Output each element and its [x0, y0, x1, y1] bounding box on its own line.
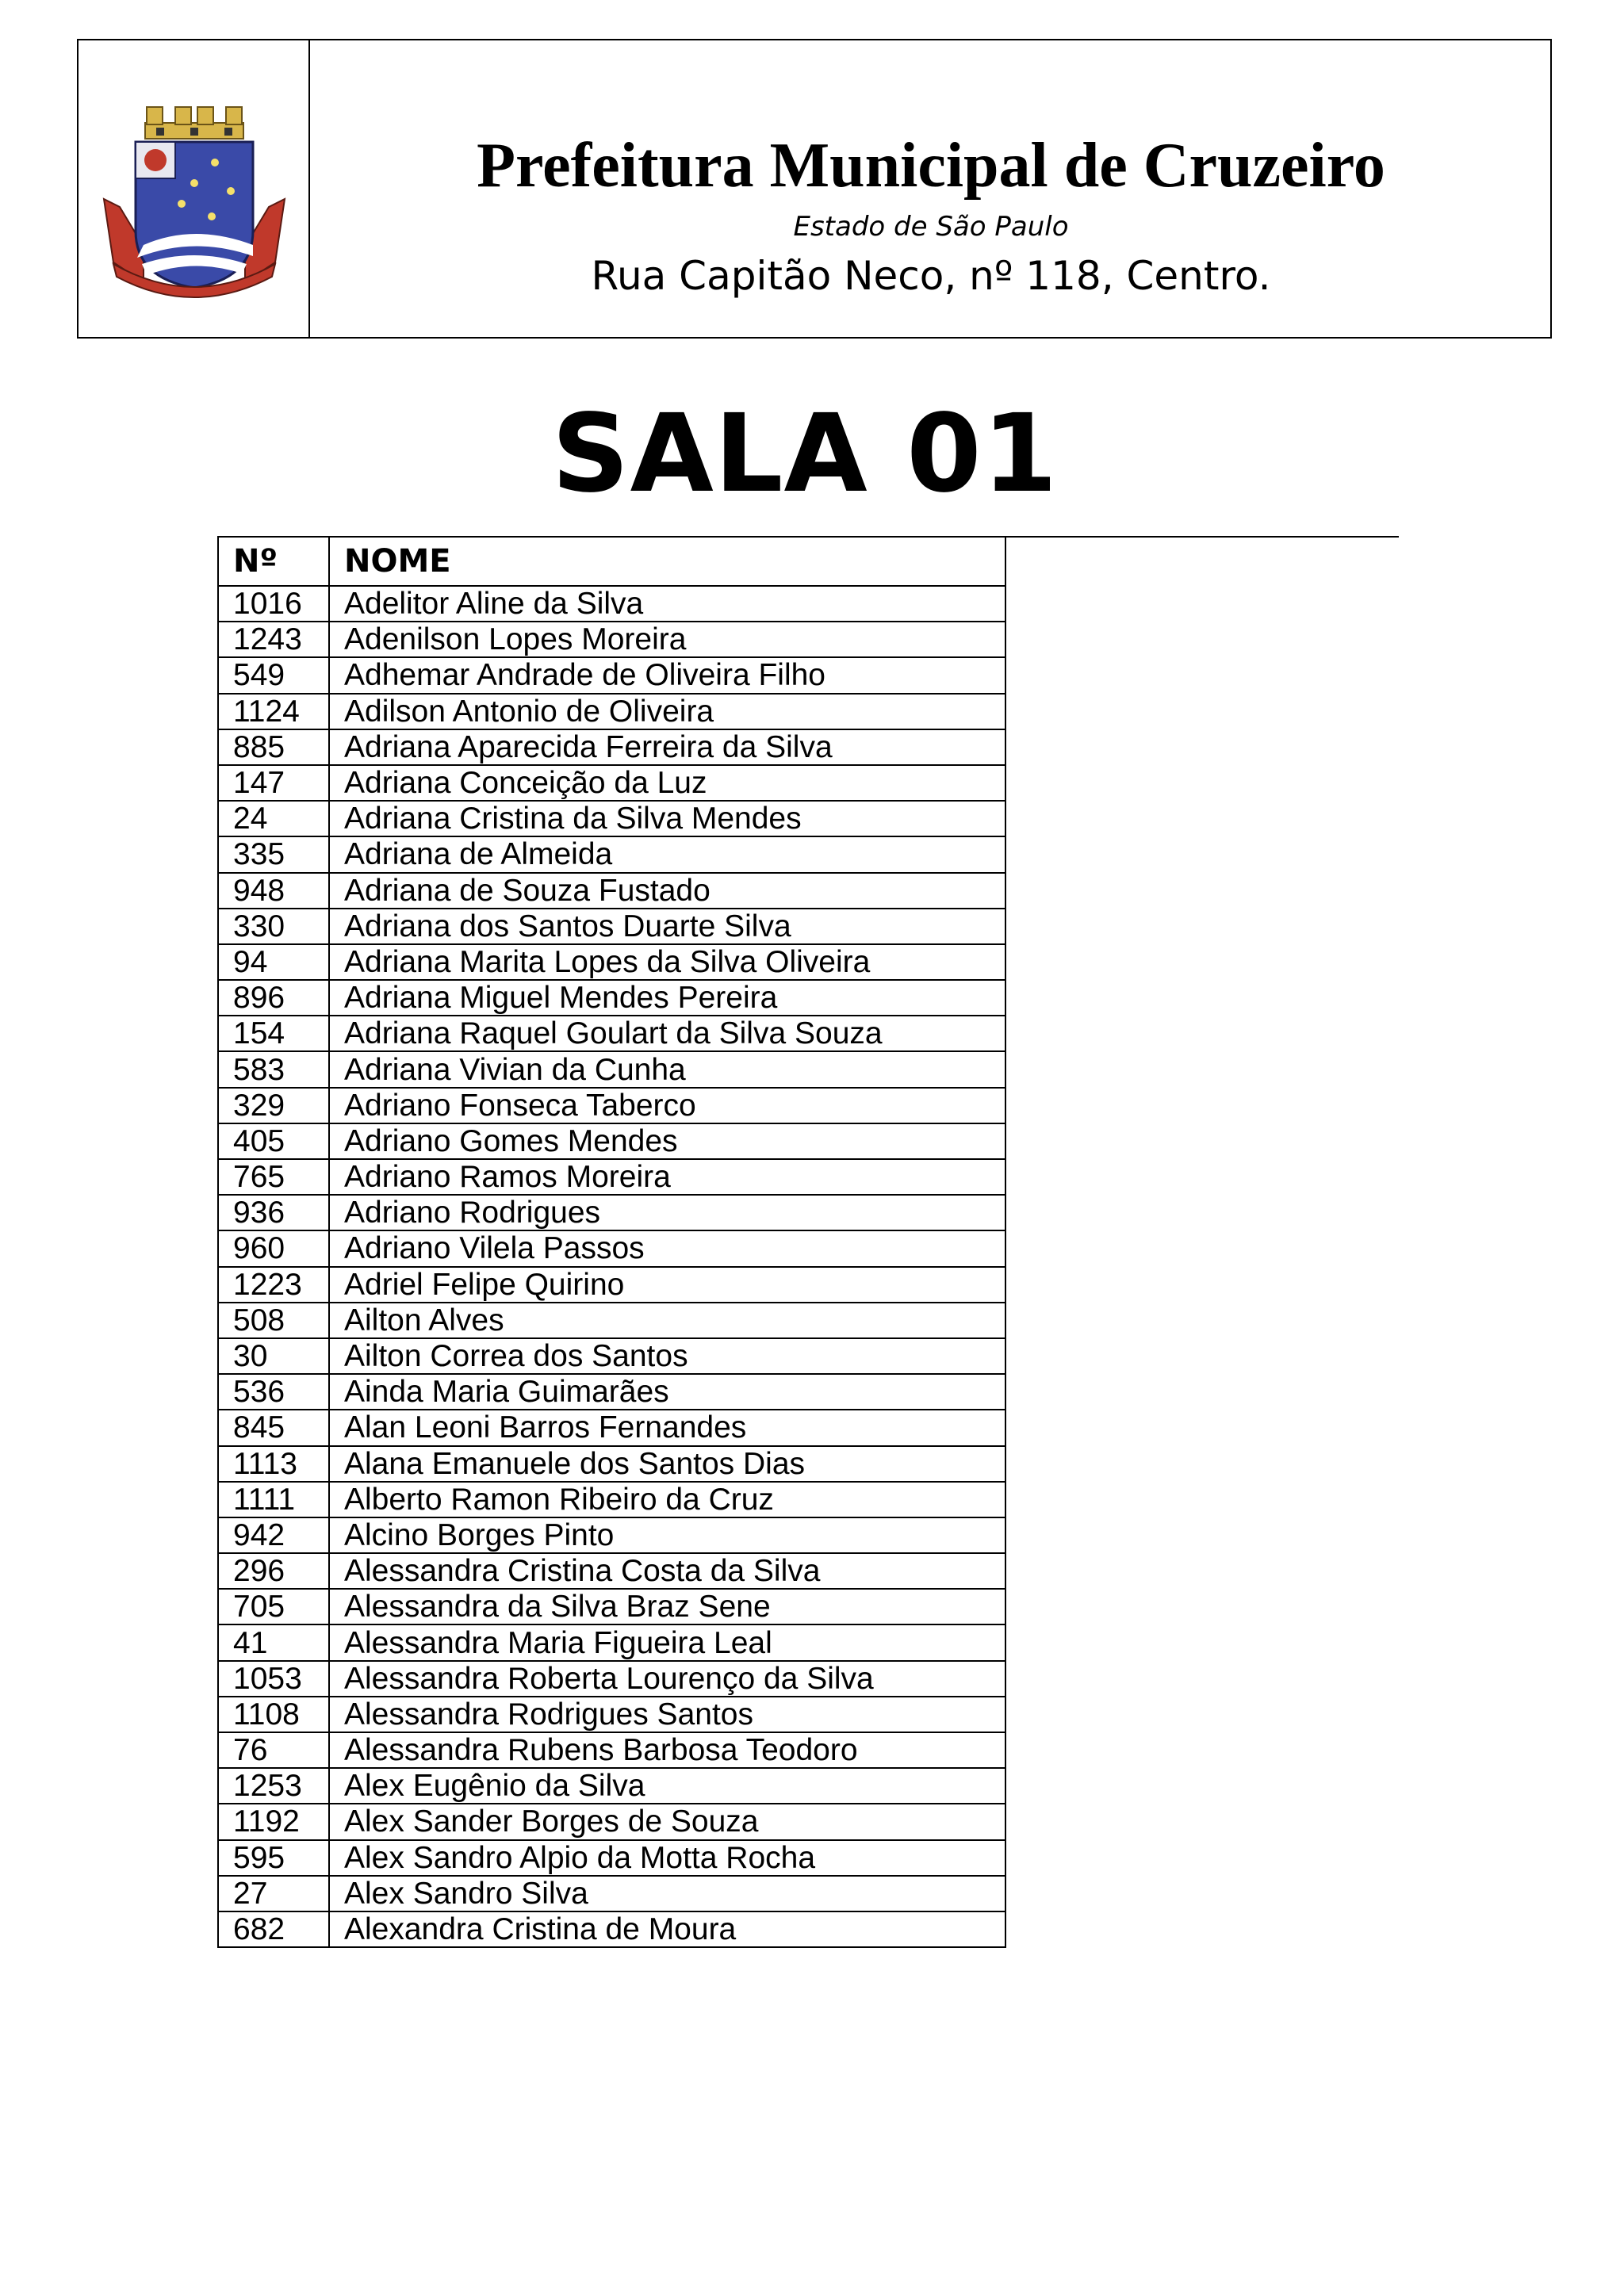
row-number: 1053	[218, 1661, 329, 1697]
row-number: 765	[218, 1159, 329, 1195]
table-row	[218, 1553, 1005, 1589]
table-row	[218, 1374, 1005, 1410]
row-name: Adriano Vilela Passos	[329, 1230, 1005, 1266]
row-name: Adriel Felipe Quirino	[329, 1267, 1005, 1303]
table-row	[218, 1195, 1005, 1230]
row-number: 1124	[218, 694, 329, 729]
municipal-coat-of-arms-icon	[96, 80, 293, 302]
row-name: Alana Emanuele dos Santos Dias	[329, 1446, 1005, 1482]
table-row	[218, 1840, 1005, 1876]
row-number: 1108	[218, 1697, 329, 1732]
row-name: Adenilson Lopes Moreira	[329, 622, 1005, 657]
table-row	[218, 765, 1005, 801]
row-name: Adriano Fonseca Taberco	[329, 1088, 1005, 1123]
row-number: 705	[218, 1589, 329, 1624]
table-body	[218, 586, 1005, 1947]
participant-table	[217, 536, 1006, 1948]
table-row	[218, 1482, 1005, 1517]
table-row	[218, 1732, 1005, 1768]
row-name: Alex Eugênio da Silva	[329, 1768, 1005, 1804]
row-number: 942	[218, 1517, 329, 1553]
row-name: Adilson Antonio de Oliveira	[329, 694, 1005, 729]
row-name: Adriana Conceição da Luz	[329, 765, 1005, 801]
row-name: Ainda Maria Guimarães	[329, 1374, 1005, 1410]
table-row	[218, 1624, 1005, 1660]
row-name: Adriana Raquel Goulart da Silva Souza	[329, 1016, 1005, 1051]
table-row	[218, 873, 1005, 909]
row-number: 76	[218, 1732, 329, 1768]
row-number: 583	[218, 1051, 329, 1087]
table-row	[218, 657, 1005, 693]
table-row	[218, 1159, 1005, 1195]
row-number: 960	[218, 1230, 329, 1266]
row-number: 24	[218, 801, 329, 836]
table-row	[218, 1051, 1005, 1087]
row-name: Alexandra Cristina de Moura	[329, 1911, 1005, 1947]
table-row	[218, 1911, 1005, 1947]
table-row	[218, 1230, 1005, 1266]
row-name: Adriana Marita Lopes da Silva Oliveira	[329, 944, 1005, 980]
row-number: 536	[218, 1374, 329, 1410]
row-name: Alessandra da Silva Braz Sene	[329, 1589, 1005, 1624]
row-name: Adhemar Andrade de Oliveira Filho	[329, 657, 1005, 693]
row-number: 549	[218, 657, 329, 693]
table-row	[218, 1016, 1005, 1051]
row-number: 1113	[218, 1446, 329, 1482]
row-number: 405	[218, 1123, 329, 1159]
table-row	[218, 1446, 1005, 1482]
row-name: Alessandra Rubens Barbosa Teodoro	[329, 1732, 1005, 1768]
row-number: 329	[218, 1088, 329, 1123]
row-name: Adriana de Almeida	[329, 836, 1005, 872]
row-name: Alcino Borges Pinto	[329, 1517, 1005, 1553]
table-row	[218, 622, 1005, 657]
state-subtitle: Estado de São Paulo	[793, 211, 1069, 243]
row-name: Alberto Ramon Ribeiro da Cruz	[329, 1482, 1005, 1517]
table-row	[218, 1697, 1005, 1732]
row-name: Ailton Correa dos Santos	[329, 1338, 1005, 1374]
row-number: 595	[218, 1840, 329, 1876]
divider-line	[1004, 536, 1399, 538]
row-name: Adriana Miguel Mendes Pereira	[329, 980, 1005, 1016]
row-name: Adriano Gomes Mendes	[329, 1123, 1005, 1159]
row-name: Alex Sander Borges de Souza	[329, 1804, 1005, 1839]
table-row	[218, 1338, 1005, 1374]
row-number: 1223	[218, 1267, 329, 1303]
table-row	[218, 1589, 1005, 1624]
row-number: 682	[218, 1911, 329, 1947]
row-number: 41	[218, 1624, 329, 1660]
row-number: 1016	[218, 586, 329, 622]
column-header-number: Nº	[218, 537, 329, 586]
row-number: 1243	[218, 622, 329, 657]
row-number: 896	[218, 980, 329, 1016]
table-row	[218, 1303, 1005, 1338]
row-name: Adriana de Souza Fustado	[329, 873, 1005, 909]
row-name: Adriano Rodrigues	[329, 1195, 1005, 1230]
table-row	[218, 1267, 1005, 1303]
table-row	[218, 801, 1005, 836]
logo-cell	[79, 40, 310, 337]
row-number: 330	[218, 909, 329, 944]
row-number: 948	[218, 873, 329, 909]
row-number: 885	[218, 729, 329, 765]
table-row	[218, 1768, 1005, 1804]
row-number: 335	[218, 836, 329, 872]
table-row	[218, 944, 1005, 980]
address-line: Rua Capitão Neco, nº 118, Centro.	[591, 253, 1271, 299]
row-number: 27	[218, 1876, 329, 1911]
row-name: Adriana Aparecida Ferreira da Silva	[329, 729, 1005, 765]
row-name: Alessandra Rodrigues Santos	[329, 1697, 1005, 1732]
row-name: Adriana Vivian da Cunha	[329, 1051, 1005, 1087]
row-number: 936	[218, 1195, 329, 1230]
table-row	[218, 1088, 1005, 1123]
row-name: Alessandra Roberta Lourenço da Silva	[329, 1661, 1005, 1697]
row-number: 508	[218, 1303, 329, 1338]
row-name: Adelitor Aline da Silva	[329, 586, 1005, 622]
row-name: Alan Leoni Barros Fernandes	[329, 1410, 1005, 1445]
row-name: Alex Sandro Silva	[329, 1876, 1005, 1911]
row-number: 30	[218, 1338, 329, 1374]
table-row	[218, 729, 1005, 765]
table-row	[218, 1661, 1005, 1697]
table-row	[218, 980, 1005, 1016]
row-name: Alex Sandro Alpio da Motta Rocha	[329, 1840, 1005, 1876]
row-number: 296	[218, 1553, 329, 1589]
table-row	[218, 694, 1005, 729]
table-row	[218, 1123, 1005, 1159]
table-row	[218, 1410, 1005, 1445]
letterhead	[77, 39, 1552, 339]
table-header-row	[218, 537, 1005, 586]
row-name: Ailton Alves	[329, 1303, 1005, 1338]
table-row	[218, 1876, 1005, 1911]
row-name: Alessandra Maria Figueira Leal	[329, 1624, 1005, 1660]
row-number: 845	[218, 1410, 329, 1445]
row-number: 154	[218, 1016, 329, 1051]
row-name: Adriano Ramos Moreira	[329, 1159, 1005, 1195]
room-heading: SALA 01	[551, 392, 1059, 517]
row-name: Adriana Cristina da Silva Mendes	[329, 801, 1005, 836]
row-number: 147	[218, 765, 329, 801]
row-number: 1192	[218, 1804, 329, 1839]
page-title: Prefeitura Municipal de Cruzeiro	[477, 131, 1385, 201]
column-header-name: NOME	[329, 537, 1005, 586]
table-row	[218, 1804, 1005, 1839]
row-number: 94	[218, 944, 329, 980]
row-name: Adriana dos Santos Duarte Silva	[329, 909, 1005, 944]
row-name: Alessandra Cristina Costa da Silva	[329, 1553, 1005, 1589]
row-number: 1111	[218, 1482, 329, 1517]
table-row	[218, 909, 1005, 944]
table-row	[218, 586, 1005, 622]
table-row	[218, 1517, 1005, 1553]
row-number: 1253	[218, 1768, 329, 1804]
table-row	[218, 836, 1005, 872]
